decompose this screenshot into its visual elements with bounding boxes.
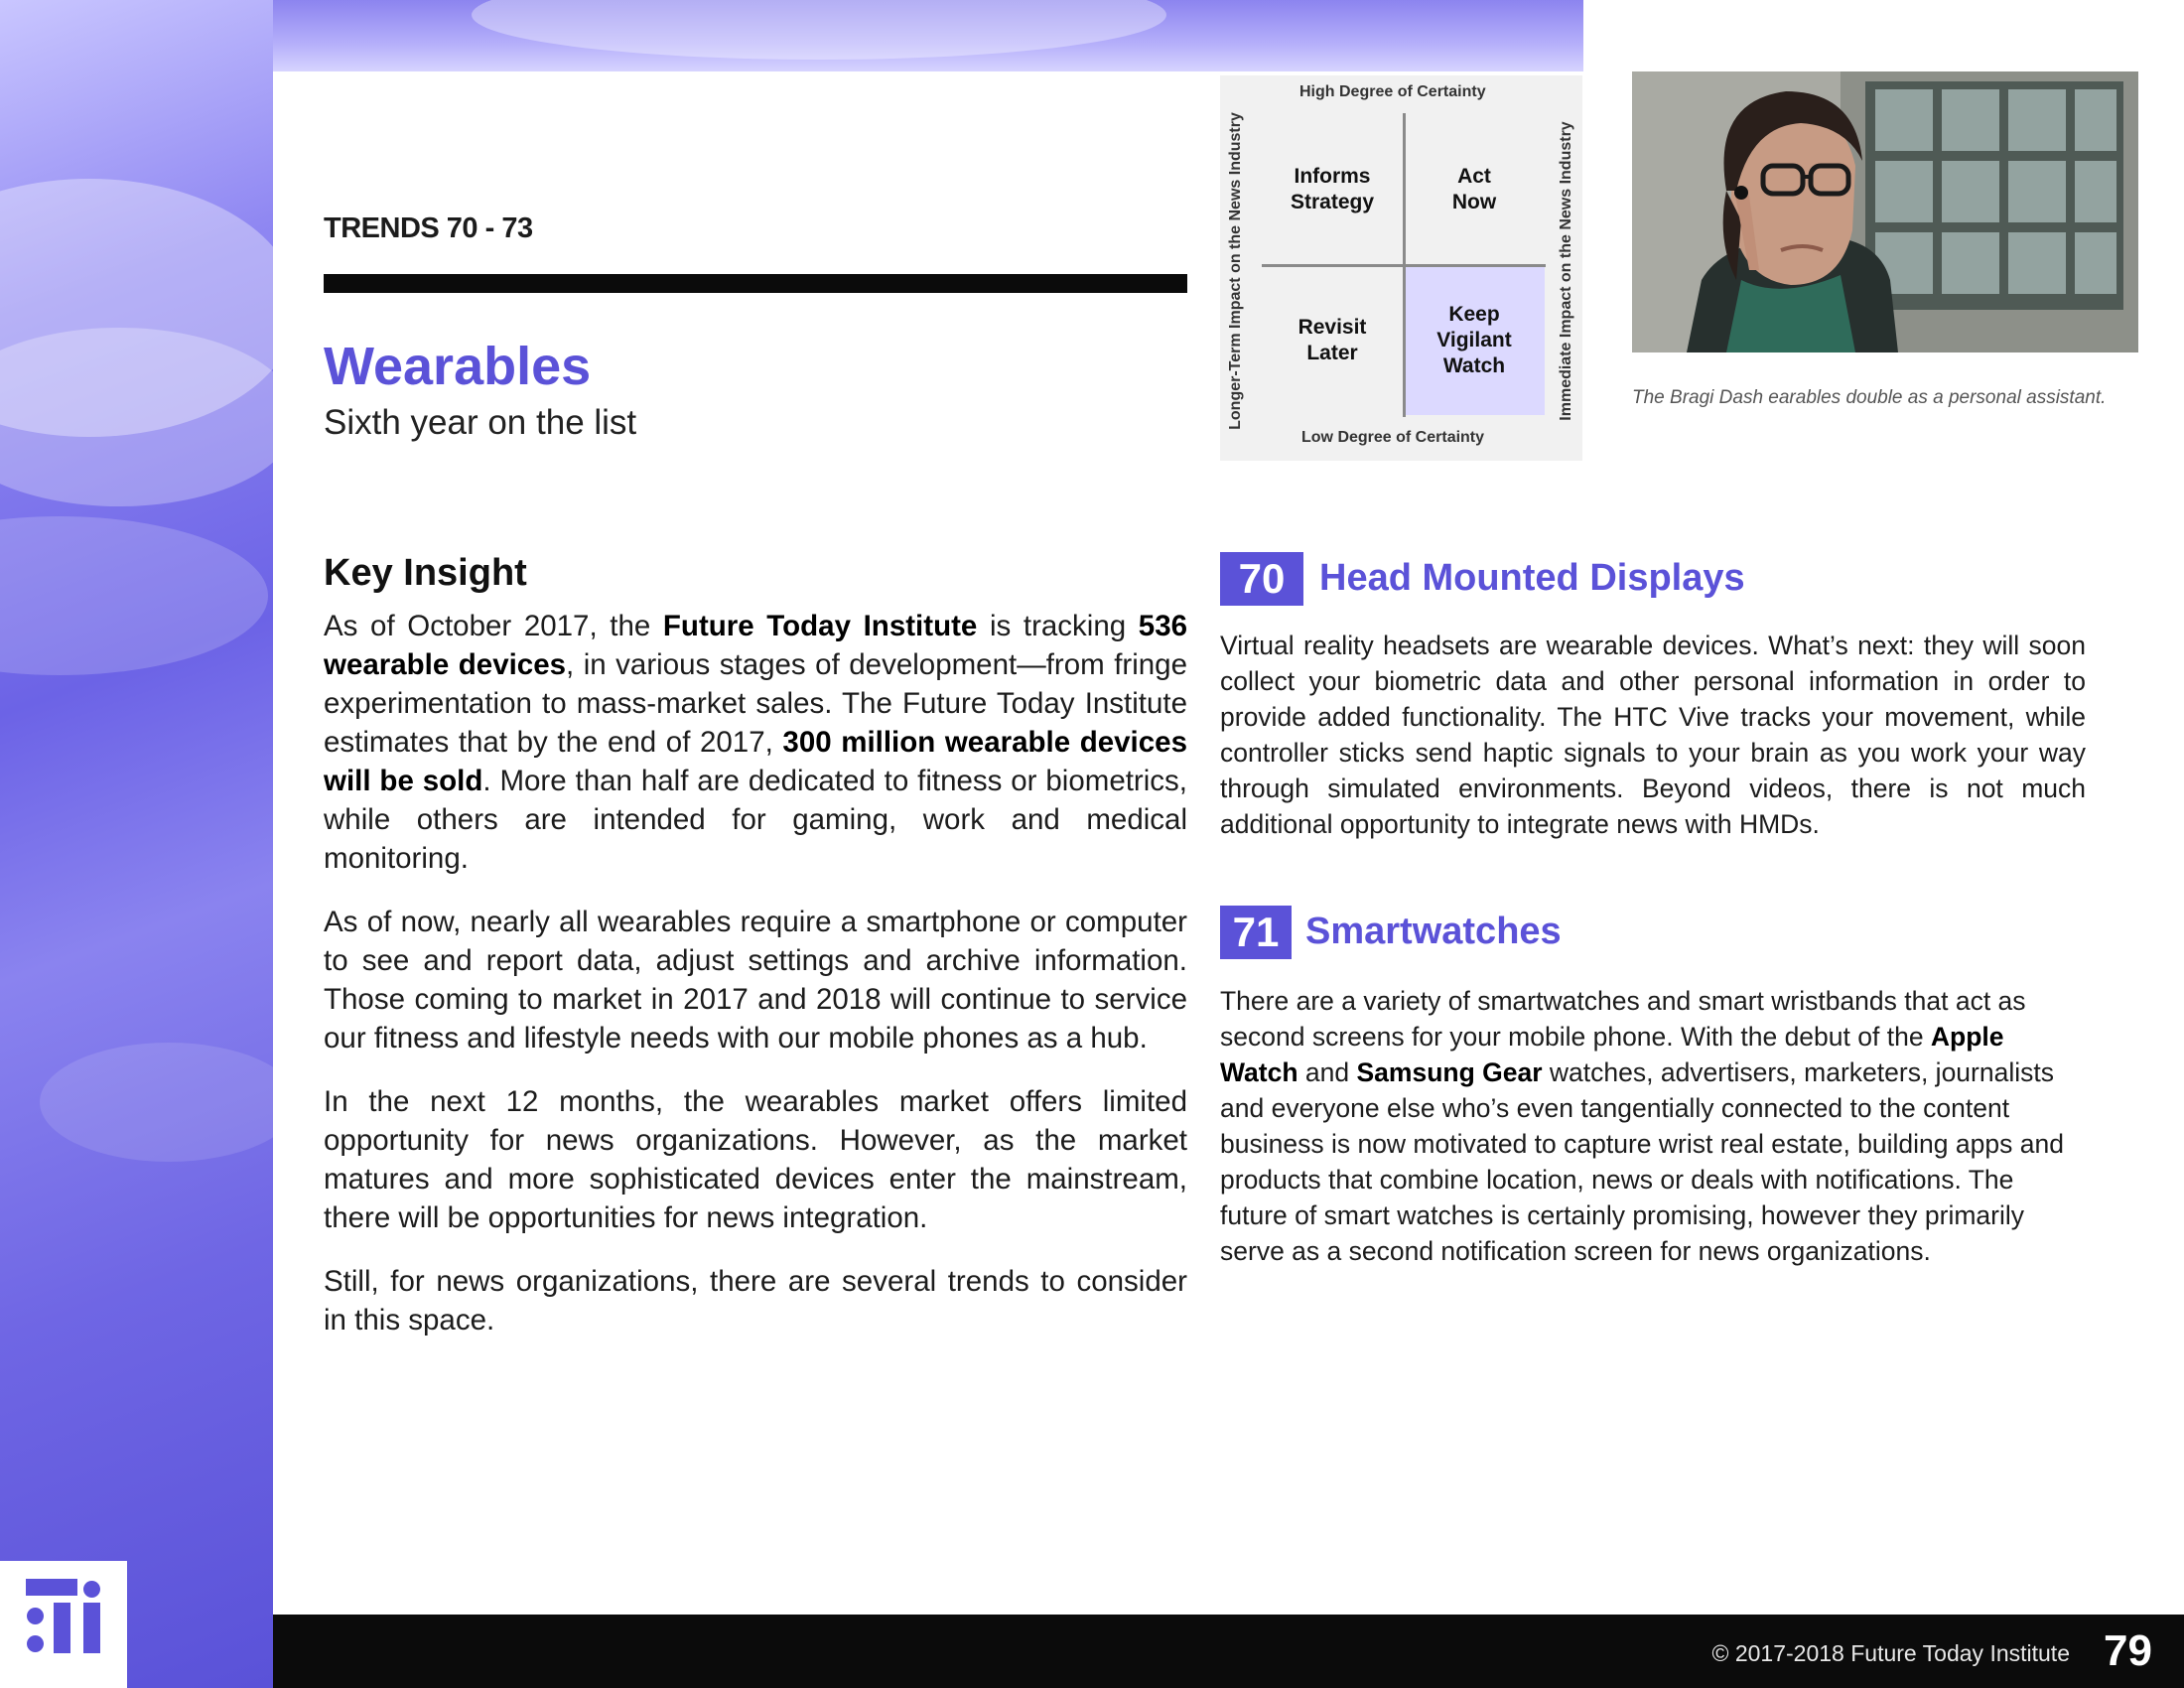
quadrant-act-now: Act Now	[1451, 164, 1497, 213]
section-title-head-mounted-displays: Head Mounted Displays	[1319, 557, 1745, 599]
trends-range-label: TRENDS 70 - 73	[324, 212, 533, 244]
matrix-left-label: Longer-Term Impact on the News Industry	[1227, 112, 1244, 430]
section-title-smartwatches: Smartwatches	[1305, 911, 1562, 952]
quadrant-informs-strategy: Informs Strategy	[1290, 164, 1375, 213]
copyright-text: © 2017-2018 Future Today Institute	[1711, 1640, 2070, 1666]
quadrant-keep-vigilant-watch: Keep Vigilant Watch	[1404, 266, 1545, 415]
key-insight-body	[324, 607, 1187, 1364]
key-insight-paragraph-1: As of October 2017, the Future Today Institute is tracking 536 wearable devices, in various stages of development—from fringe experimentation to mass-market sales. The Future Today Institute estimates that by the end of 2017, 300 million wearable devices will be sold. More than half are dedicated to fitness or biometrics, while others are intended for gaming, work and medical monitoring.	[324, 610, 1188, 875]
key-insight-paragraph-2: As of now, nearly all wearables require a smartphone or computer to see and report data, adjust settings and archive information. Those coming to market in 2017 and 2018 will continue to service our fitness and lifestyle needs with our mobile phones as a hub.	[324, 906, 1187, 1055]
trend-number-badge: 70	[1220, 552, 1303, 606]
section-body-smartwatches: There are a variety of smartwatches and smart wristbands that act as second screens for your mobile phone. With the debut of the Apple Watch and Samsung Gear watches, advertisers, marketers, journalists and everyone else who’s even tangentially connected to the content business is now motivated to capture wrist real estate, building apps and products that combine location, news or deals with notifications. The future of smart watches is certainly promising, however they primarily serve as a second notification screen for news organizations.	[1220, 986, 2064, 1266]
certainty-matrix	[1220, 75, 1582, 461]
matrix-bottom-label: Low Degree of Certainty	[1301, 429, 1485, 446]
page-footer	[273, 1615, 2184, 1688]
background-top-strip	[273, 0, 1583, 71]
page-title: Wearables	[324, 337, 592, 396]
page-number: 79	[2104, 1626, 2152, 1675]
section-body-head-mounted-displays: Virtual reality headsets are wearable devices. What’s next: they will soon collect your biometric data and other personal information in order to provide added functionality. The HTC Vive tracks your movement, while controller sticks send haptic signals to your brain as you work your way through simulated environments. Beyond videos, there is not much additional opportunity to integrate news with HMDs.	[1220, 631, 2086, 839]
key-insight-paragraph-4: Still, for news organizations, there are several trends to consider in this space.	[324, 1265, 1187, 1336]
key-insight-heading: Key Insight	[324, 552, 527, 594]
page-subtitle: Sixth year on the list	[324, 403, 637, 442]
background-mountain-image	[0, 0, 273, 1688]
key-insight-paragraph-3: In the next 12 months, the wearables market offers limited opportunity for news organizations. However, as the market matures and more sophisticated devices enter the mainstream, there will be opportunities for news integration.	[324, 1085, 1187, 1234]
matrix-top-label: High Degree of Certainty	[1299, 83, 1486, 100]
person-photo	[1632, 71, 2138, 352]
trend-number-badge: 71	[1220, 906, 1292, 959]
photo-caption: The Bragi Dash earables double as a personal assistant.	[1632, 387, 2107, 408]
matrix-horizontal-divider	[1262, 264, 1546, 267]
matrix-right-label: Immediate Impact on the News Industry	[1558, 121, 1574, 421]
heading-rule	[324, 274, 1187, 293]
quadrant-revisit-later: Revisit Later	[1297, 315, 1367, 364]
fti-logo	[0, 1561, 127, 1688]
